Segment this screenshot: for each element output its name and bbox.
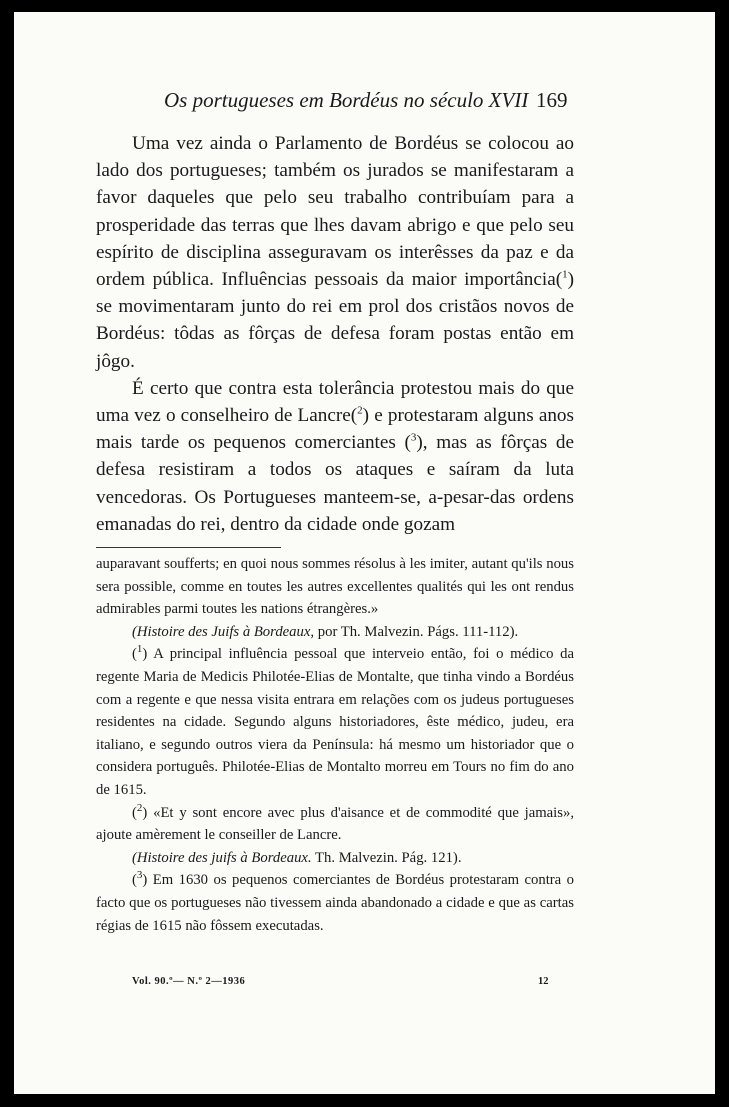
footnote-1: ($^1$) A principal influência pessoal que interveio então, foi o médico da regente Maria de Medicis Philotée-Elias de Montalte, que tinha vindo a Bordéus com a regente e que nessa visita entrara em relações com os judeus portugueses residentes na cidade. Segundo alguns historiadores, êste médico, judeu, era italiano, e segundo outros viera da Península: há mesmo um historiador que o considera português. Philotée-Elias de Montalto morreu em Tours no fim do ano de 1615. <box>96 643 574 798</box>
paragraph-1: Uma vez ainda o Parlamento de Bordéus se colocou ao lado dos portugueses; também os jurados se manifestaram a favor daqueles que pelo seu trabalho contribuíam para a prosperidade das terras que lhes davam abrigo e que pelo seu espírito de disciplina asseguravam os interêsses da paz e da ordem pública. Influências pessoais da maior importância($^1$) se movimentaram junto do rei em prol dos cristãos novos de Bordéus: tôdas as fôrças de defesa foram postas então em jôgo. <box>96 133 574 372</box>
footnotes <box>96 553 574 937</box>
citation-2 <box>96 847 574 870</box>
footnote-ref-3: 3 <box>410 431 417 444</box>
citation-1-rest: por Th. Malvezin. Págs. 111-112). <box>314 623 519 640</box>
footnote-2-mark: 2 <box>136 801 143 814</box>
main-text <box>96 130 574 538</box>
footnote-1-mark: 1 <box>136 643 143 656</box>
paragraph-2-text-a: É certo que contra esta tolerância protestou mais do que uma vez o conselheiro de Lancre <box>96 377 574 427</box>
paragraph-2-text-b: e protestaram alguns anos mais tarde os pequenos comerciantes <box>96 405 574 454</box>
footnote-separator <box>96 547 281 548</box>
footnote-ref-1: 1 <box>562 268 568 281</box>
volume-info: Vol. 90.º— N.º 2—1936 <box>132 976 246 987</box>
footnote-1-text: A principal influência pessoal que interveio então, foi o médico da regente Maria de Medicis Philotée-Elias de Montalte, que tinha vindo a Bordéus com a regente e que nessa visita entrara em relações com os judeus portugueses residentes na cidade. Segundo alguns historiadores, êste médico, judeu, era italiano, e segundo outros viera da Península: há mesmo um historiador que o considera português. Philotée-Elias de Montalto morreu em Tours no fim do ano de 1615. <box>96 646 574 798</box>
page-header <box>14 88 715 118</box>
signature-mark: 12 <box>538 976 549 987</box>
running-title: Os portugueses em Bordéus no século XVII <box>164 88 529 112</box>
page-footer <box>14 976 715 992</box>
citation-1 <box>96 621 574 644</box>
footnote-continuation: auparavant soufferts; en quoi nous sommes résolus à les imiter, autant qu'ils nous sera possible, comme en toutes les autres excellentes qualités qui les ont rendus admirables parmi toutes les nations étrangères.» <box>96 556 574 618</box>
paragraph-1-text-a: Uma vez ainda o Parlamento de Bordéus se colocou ao lado dos portugueses; também os jurados se manifestaram a favor daqueles que pelo seu trabalho contribuíam para a prosperidade das terras que lhes davam abrigo e que pelo seu espírito de disciplina asseguravam os interêsses da paz e da ordem pública. Influências pessoais da maior importância <box>96 133 574 291</box>
footnote-3: ($^3$) Em 1630 os pequenos comerciantes de Bordéus protestaram contra o facto que os portugueses não tivessem ainda abandonado a cidade e que as cartas régias de 1615 não fôssem executadas. <box>96 869 574 934</box>
footnote-3-mark: 3 <box>136 869 143 882</box>
citation-2-rest: Th. Malvezin. Pág. 121). <box>311 849 462 866</box>
paragraph-2: É certo que contra esta tolerância protestou mais do que uma vez o conselheiro de Lancre($^2$) e protestaram alguns anos mais tarde os pequenos comerciantes ($^3$), mas as fôrças de defesa resistiram a todos os ataques e saíram da luta vencedoras. Os Portugueses manteem-se, a-pesar-das ordens emanadas do rei, dentro da cidade onde gozam <box>96 377 575 535</box>
paragraph-1-text-b: se movimentaram junto do rei em prol dos cristãos novos de Bordéus: tôdas as fôrças de defesa foram postas então em jôgo. <box>96 296 574 372</box>
book-page <box>14 12 715 1094</box>
footnote-2-text: «Et y sont encore avec plus d'aisance et de commodité que jamais», ajoute amèrement le conseiller de Lancre. <box>96 804 574 844</box>
footnote-ref-2: 2 <box>357 404 363 417</box>
page-number: 169 <box>536 88 568 112</box>
citation-1-title: (Histoire des Juifs à Bordeaux, <box>132 623 315 640</box>
citation-2-title: (Histoire des juifs à Bordeaux. <box>132 849 312 866</box>
paragraph-2-text-c: , mas as fôrças de defesa resistiram a todos os ataques e saíram da luta vencedoras. Os Portugueses manteem-se, a-pesar-das ordens emanadas do rei, dentro da cidade onde gozam <box>96 432 575 535</box>
footnote-3-text: Em 1630 os pequenos comerciantes de Bordéus protestaram contra o facto que os portugueses não tivessem ainda abandonado a cidade e que as cartas régias de 1615 não fôssem executadas. <box>96 872 574 934</box>
footnote-2: ($^2$) «Et y sont encore avec plus d'aisance et de commodité que jamais», ajoute amèrement le conseiller de Lancre. <box>96 801 574 844</box>
